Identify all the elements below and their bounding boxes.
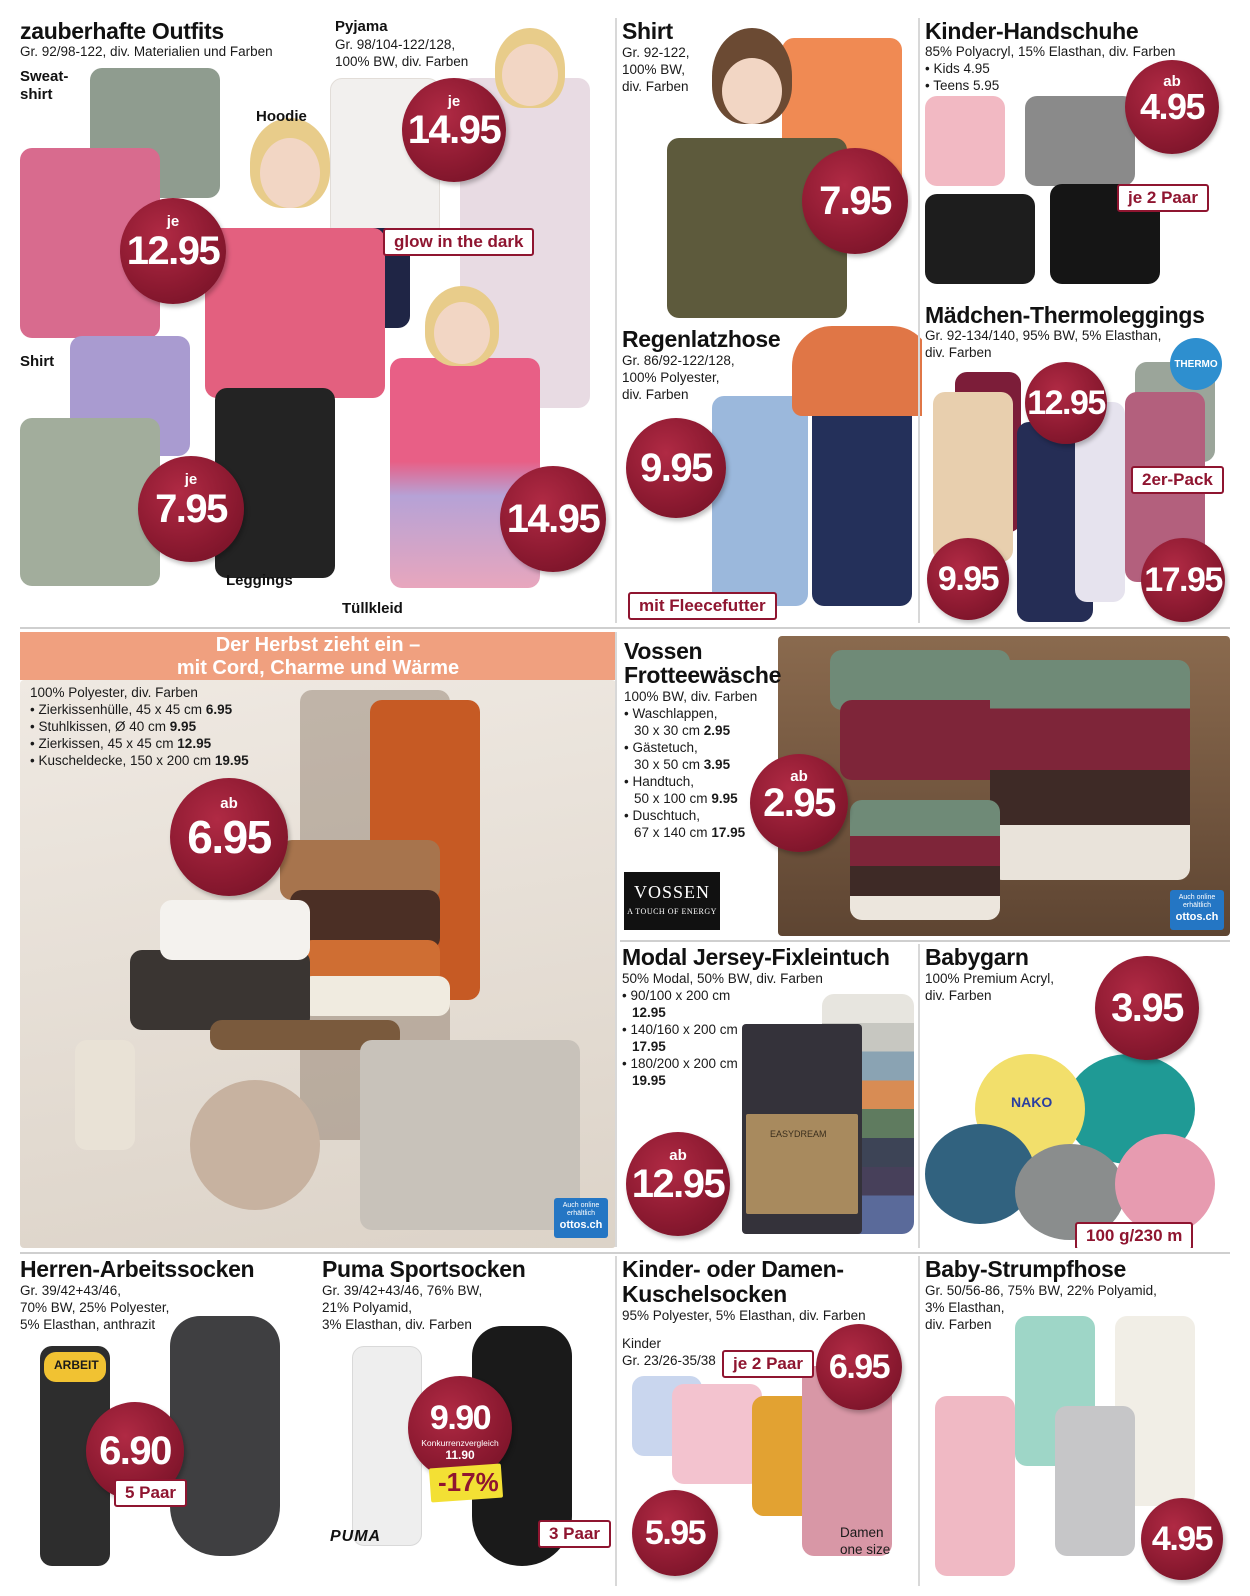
sheet-panel [622, 944, 914, 1248]
autumn-banner [20, 632, 616, 680]
home-item-2 [30, 718, 196, 735]
price-sticker-thermo-c [1141, 538, 1225, 622]
puma-spec: Gr. 39/42+43/46, 76% BW, 21% Polyamid, 3% Elasthan, div. Farben [322, 1283, 483, 1332]
throw-white-image [160, 900, 310, 960]
vossen-item-4-price: 17.95 [711, 825, 746, 840]
sheet-spec: 50% Modal, 50% BW, div. Farben [622, 971, 823, 986]
price-sticker-thermo-a [1025, 362, 1107, 444]
vossen-item-2-price: 3.95 [703, 757, 731, 772]
sheet-item-2-price: 17.95 [632, 1039, 666, 1054]
thermo-badge-icon: THERMO [1170, 338, 1222, 390]
twin-pack-tag: 2er-Pack [1131, 466, 1224, 494]
price-sticker-sweatshirt [120, 198, 226, 304]
price-sticker-sheet [626, 1132, 730, 1236]
vossen-item-3-price: 9.95 [711, 791, 738, 806]
boy-orange-shirt-image [792, 326, 922, 416]
cushion-pattern-image [360, 1040, 580, 1230]
hoodie-girl-image [205, 228, 385, 398]
home-item-4-price: 19.95 [214, 753, 249, 768]
puma-logo: PUMA [330, 1528, 382, 1545]
price-sticker-gloves [1125, 60, 1219, 154]
cushion-round-image [190, 1080, 320, 1210]
yarn-price: 3.95 [1111, 986, 1183, 1030]
home-item-1-text: • Zierkissenhülle, 45 x 45 cm [30, 702, 203, 717]
vossen-item-1 [624, 705, 730, 739]
gloves-title: Kinder-Handschuhe [925, 18, 1139, 44]
cozysocks-adult-price: 6.95 [828, 1348, 890, 1386]
gloves-pair-tag: je 2 Paar [1117, 184, 1209, 212]
home-item-4-text: • Kuscheldecke, 150 x 200 cm [30, 753, 212, 768]
divider-vertical-mid [615, 632, 617, 1247]
divider-vertical-right-top [918, 18, 920, 623]
vase-image [75, 1040, 135, 1150]
towel-red-image [840, 700, 1010, 780]
thermo-price-c: 17.95 [1144, 561, 1222, 599]
leggings-label: Leggings [226, 572, 293, 589]
outfits-spec: Gr. 92/98-122, div. Materialien und Farben [20, 44, 273, 59]
vossen-item-3-size: 50 x 100 cm [634, 791, 708, 806]
worksocks-spec: Gr. 39/42+43/46, 70% BW, 25% Polyester, 5% Elasthan, anthrazit [20, 1283, 170, 1332]
pyjama-spec: Gr. 98/104-122/128, 100% BW, div. Farben [335, 37, 469, 69]
shirt-boys-panel [622, 18, 912, 318]
online-badge-vossen-small: Auch online erhältlich [1178, 894, 1216, 909]
gloves-price: 4.95 [1139, 86, 1205, 127]
tights-price: 4.95 [1151, 1520, 1213, 1558]
home-item-4 [30, 752, 249, 769]
sheet-price-prefix: ab [669, 1146, 687, 1164]
sheet-item-2 [622, 1021, 738, 1055]
sheet-item-1 [622, 987, 730, 1021]
price-sticker-cozysocks-kids [632, 1490, 718, 1576]
shirt-price: 7.95 [155, 487, 227, 531]
tights-grey-image [1055, 1406, 1135, 1556]
price-sticker-vossen [750, 754, 848, 852]
price-sticker-shirt-boys [802, 148, 908, 254]
fleecefutter-tag: mit Fleecefutter [628, 592, 777, 620]
price-sticker-pyjama [402, 78, 506, 182]
price-sticker-tights [1141, 1498, 1223, 1580]
thermo-title: Mädchen-Thermoleggings [925, 302, 1205, 328]
home-item-3 [30, 735, 211, 752]
sweatshirt-label: Sweat- shirt [20, 68, 69, 103]
gloves-grey-image [1025, 96, 1135, 186]
shirt-boys-title: Shirt [622, 18, 673, 44]
towel-stack-front-image [850, 800, 1000, 920]
vossen-item-2-size: 30 x 50 cm [634, 757, 701, 772]
sheet-item-3-price: 19.95 [632, 1073, 666, 1088]
price-sticker-thermo-b [927, 538, 1009, 620]
home-item-2-text: • Stuhlkissen, Ø 40 cm [30, 719, 167, 734]
sheet-item-1-text: • 90/100 x 200 cm [622, 988, 731, 1003]
cozysocks-kids-price: 5.95 [644, 1514, 706, 1552]
girl-face-2 [502, 44, 558, 106]
autumn-banner-line1: Der Herbst zieht ein – [215, 634, 421, 656]
gloves-skeleton-image [925, 194, 1035, 284]
vossen-item-4 [624, 807, 745, 841]
rain-panel [622, 326, 922, 626]
tuellkleid-price: 14.95 [506, 497, 600, 541]
autumn-banner-line2: mit Cord, Charme und Wärme [176, 657, 460, 679]
divider-horizontal-2 [620, 940, 1230, 942]
yarn-weight-tag: 100 g/230 m [1075, 1222, 1193, 1248]
yarn-brand-label: NAKO [1011, 1094, 1053, 1110]
worksocks-panel [20, 1256, 312, 1586]
tuellkleid-label: Tüllkleid [342, 600, 403, 617]
outfits-panel [20, 18, 612, 628]
home-item-1-price: 6.95 [205, 702, 233, 717]
gloves-price-prefix: ab [1163, 73, 1181, 91]
sheet-item-1-price: 12.95 [632, 1005, 666, 1020]
yarn-panel [925, 944, 1230, 1248]
thermo-price-b: 9.95 [937, 560, 999, 598]
online-badge-home[interactable] [554, 1198, 608, 1238]
cozysocks-spec: 95% Polyester, 5% Elasthan, div. Farben [622, 1308, 866, 1323]
cozysocks-panel [622, 1256, 914, 1586]
sheet-item-2-text: • 140/160 x 200 cm [622, 1022, 738, 1037]
shirt-boys-price: 7.95 [819, 179, 891, 223]
cozysocks-title-2: Kuschelsocken [622, 1281, 787, 1307]
rain-price: 9.95 [640, 446, 712, 490]
divider-vertical-mid-right [918, 944, 920, 1248]
price-sticker-home [170, 778, 288, 896]
vossen-item-3 [624, 773, 738, 807]
leggings-beige-image [933, 392, 1013, 562]
home-item-2-price: 9.95 [169, 719, 197, 734]
divider-horizontal-1 [20, 627, 1230, 629]
tights-spec: Gr. 50/56-86, 75% BW, 22% Polyamid, 3% Elasthan, div. Farben [925, 1283, 1157, 1332]
worksocks-pack-label: ARBEIT [54, 1358, 99, 1372]
vossen-title-2: Frotteewäsche [624, 662, 782, 688]
sheet-title: Modal Jersey-Fixleintuch [622, 944, 890, 970]
rain-spec: Gr. 86/92-122/128, 100% Polyester, div. Farben [622, 353, 735, 402]
thermo-spec: Gr. 92-134/140, 95% BW, 5% Elasthan, div. Farben [925, 328, 1162, 360]
vossen-item-1-text: • Waschlappen, [624, 706, 718, 721]
glow-in-the-dark-tag: glow in the dark [383, 228, 534, 256]
vossen-item-2-text: • Gästetuch, [624, 740, 698, 755]
home-spec: 100% Polyester, div. Farben [30, 685, 198, 700]
vossen-item-1-price: 2.95 [703, 723, 731, 738]
towel-stack-right-image [990, 660, 1190, 880]
sweatshirt-price-prefix: je [166, 212, 180, 230]
vossen-item-1-size: 30 x 30 cm [634, 723, 701, 738]
price-sticker-yarn [1095, 956, 1199, 1060]
cozysocks-kids-label: Kinder Gr. 23/26-35/38 [622, 1336, 716, 1368]
sheet-pack-text: EASYDREAM [770, 1129, 827, 1139]
outfits-title: zauberhafte Outfits [20, 18, 224, 44]
divider-vertical-top [615, 18, 617, 623]
vossen-price-prefix: ab [790, 767, 808, 785]
divider-vertical-bottom-right [918, 1256, 920, 1586]
online-badge-home-big: ottos.ch [559, 1219, 603, 1231]
yarn-title: Babygarn [925, 944, 1029, 970]
throw-dark-image [130, 950, 310, 1030]
hoodie-label: Hoodie [256, 108, 307, 125]
thermo-price-a: 12.95 [1027, 384, 1105, 422]
vossen-spec: 100% BW, div. Farben [624, 689, 758, 704]
vossen-item-2 [624, 739, 730, 773]
divider-vertical-bottom [615, 1256, 617, 1586]
puma-pair-tag: 3 Paar [538, 1520, 611, 1548]
home-item-3-price: 12.95 [177, 736, 212, 751]
cozysocks-damen-label: Damen one size [840, 1525, 891, 1557]
cozysocks-pair-tag: je 2 Paar [722, 1350, 814, 1378]
sweatshirt-price: 12.95 [126, 229, 220, 273]
vossen-logo-sub: A TOUCH OF ENERGY [627, 907, 717, 916]
vossen-item-3-text: • Handtuch, [624, 774, 695, 789]
online-badge-vossen[interactable] [1170, 890, 1224, 930]
pyjama-price: 14.95 [407, 108, 501, 152]
tights-title: Baby-Strumpfhose [925, 1256, 1126, 1282]
shirt-label: Shirt [20, 353, 55, 370]
sheet-price: 12.95 [631, 1162, 725, 1206]
vossen-logo-main: VOSSEN [633, 882, 710, 902]
tights-panel [925, 1256, 1230, 1586]
home-item-1 [30, 701, 232, 718]
boy-face [722, 58, 782, 124]
shirt-price-prefix: je [184, 470, 198, 488]
girl-face [260, 138, 320, 208]
sheet-item-3-text: • 180/200 x 200 cm [622, 1056, 738, 1071]
vossen-item-4-size: 67 x 140 cm [634, 825, 708, 840]
puma-price: 9.90 [429, 1398, 491, 1437]
worksocks-title: Herren-Arbeitssocken [20, 1256, 255, 1282]
puma-title: Puma Sportsocken [322, 1256, 526, 1282]
pyjama-price-prefix: je [447, 92, 461, 110]
vossen-item-4-text: • Duschtuch, [624, 808, 701, 823]
cozysock-pink-image [672, 1384, 762, 1484]
online-badge-home-small: Auch online erhältlich [562, 1202, 600, 1217]
rain-title: Regenlatzhose [622, 326, 781, 352]
cozysocks-title-1: Kinder- oder Damen- [622, 1256, 844, 1282]
online-badge-vossen-big: ottos.ch [1175, 911, 1219, 923]
shirt-boys-spec: Gr. 92-122, 100% BW, div. Farben [622, 45, 690, 94]
vossen-price: 2.95 [763, 781, 835, 825]
puma-discount: -17% [438, 1467, 499, 1497]
sheet-item-3 [622, 1055, 738, 1089]
price-sticker-tuellkleid [500, 466, 606, 572]
gloves-spec: 85% Polyacryl, 15% Elasthan, div. Farben • Kids 4.95 • Teens 5.95 [925, 44, 1176, 93]
pyjama-title: Pyjama [335, 18, 388, 35]
price-sticker-shirt [138, 456, 244, 562]
rain-trousers-blue-image [712, 396, 808, 606]
tights-pink-image [935, 1396, 1015, 1576]
gloves-pink-image [925, 96, 1005, 186]
cushion-cream-image [300, 976, 450, 1016]
puma-compare-price: 11.90 [445, 1447, 475, 1462]
worksocks-price: 6.90 [99, 1429, 171, 1473]
yarn-spec: 100% Premium Acryl, div. Farben [925, 971, 1055, 1003]
home-price: 6.95 [187, 811, 271, 863]
divider-horizontal-3 [20, 1252, 1230, 1254]
vossen-title-1: Vossen [624, 638, 703, 664]
girl-face-3 [434, 302, 490, 364]
vossen-logo [624, 872, 720, 930]
price-sticker-cozysocks-adult [816, 1324, 902, 1410]
home-price-prefix: ab [220, 794, 238, 812]
home-item-3-text: • Zierkissen, 45 x 45 cm [30, 736, 174, 751]
puma-compare-label: Konkurrenzvergleich [421, 1437, 499, 1448]
worksocks-pair-tag: 5 Paar [114, 1479, 187, 1507]
yarn-pink-image [1115, 1134, 1215, 1234]
price-sticker-rain [626, 418, 726, 518]
gloves-panel [925, 18, 1230, 298]
worksock-image [170, 1316, 280, 1556]
